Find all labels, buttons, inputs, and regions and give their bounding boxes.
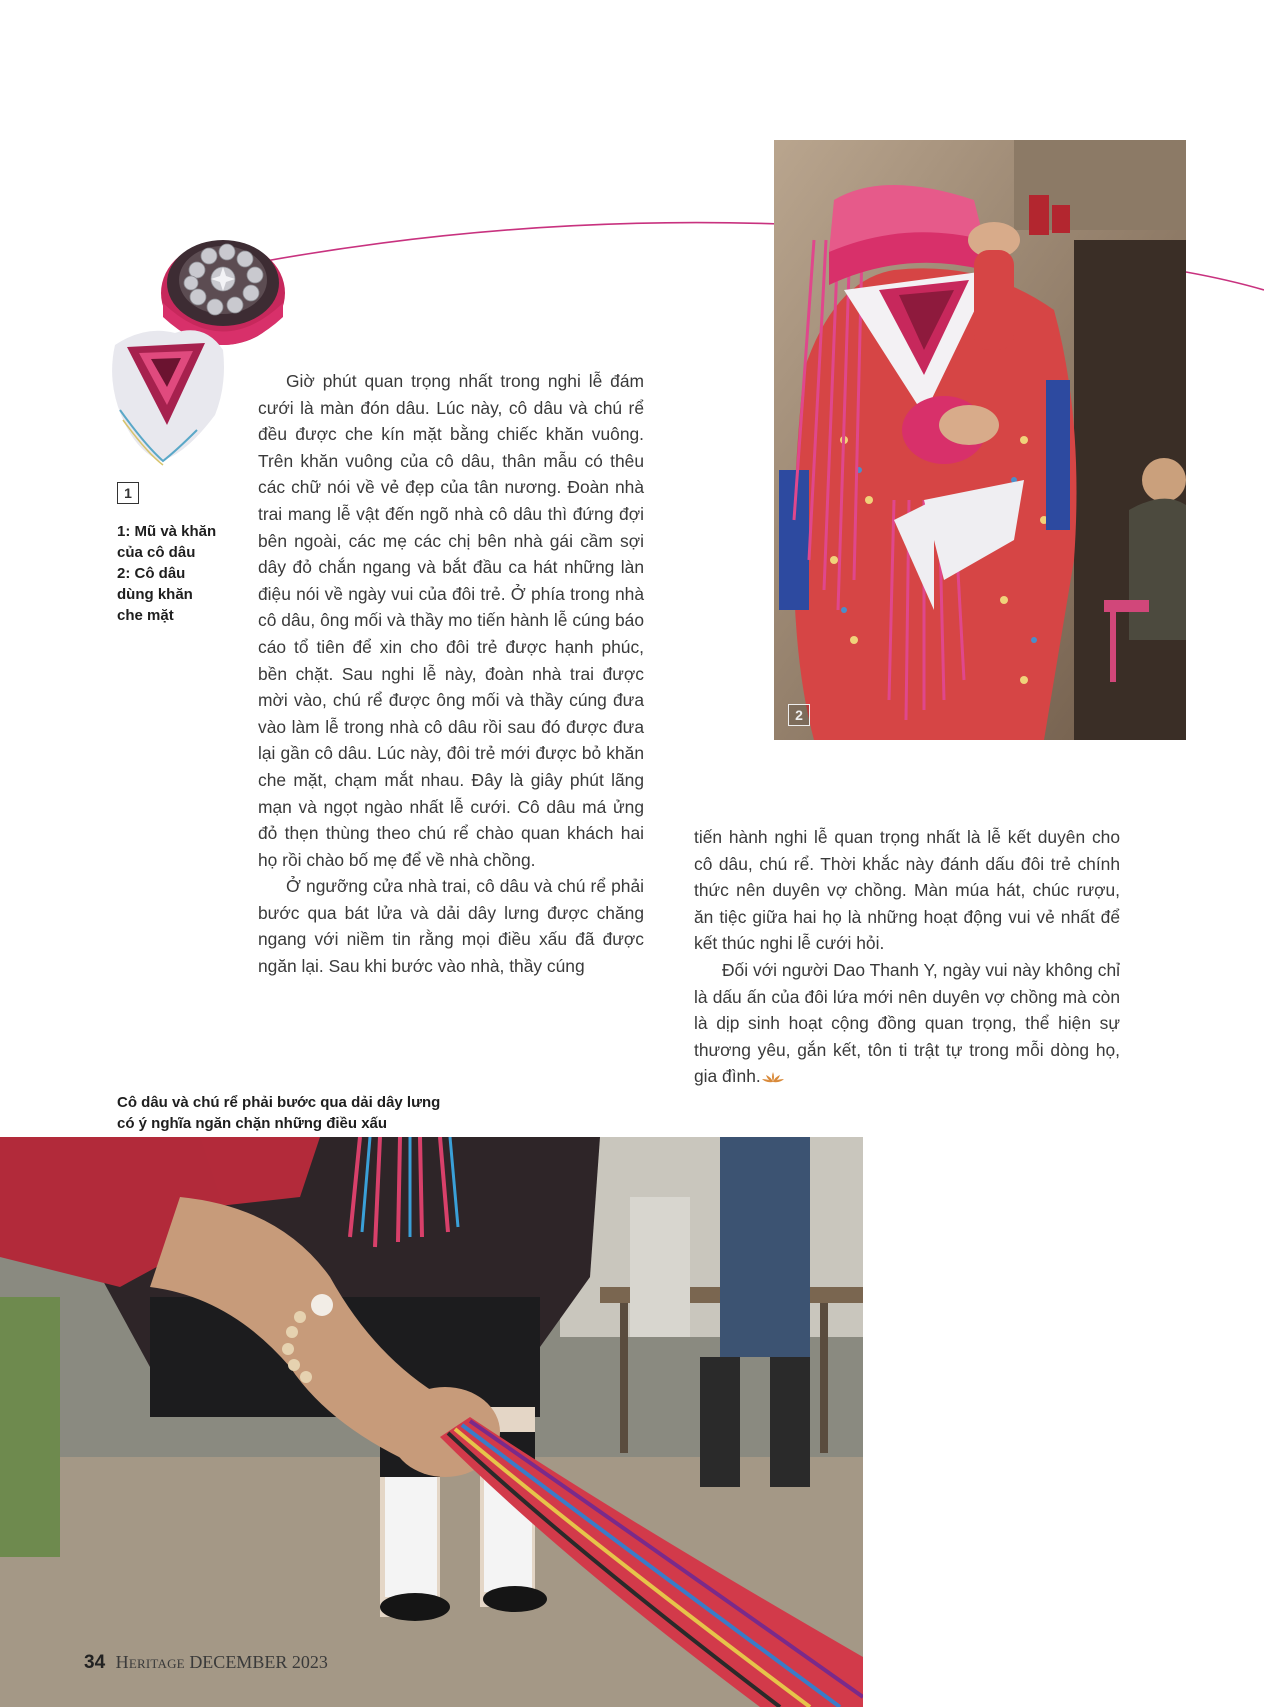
- caption-line: che mặt: [117, 607, 174, 624]
- page-number: 34: [84, 1652, 106, 1673]
- photo-number-badge: 1: [117, 482, 139, 504]
- article-paragraph: [694, 957, 1120, 1090]
- article-column-right: [694, 824, 1120, 1090]
- issue-date: DECEMBER 2023: [189, 1652, 328, 1672]
- caption-line: của cô dâu: [117, 544, 196, 561]
- caption-line: dùng khăn: [117, 586, 193, 603]
- lotus-icon: [762, 1071, 784, 1083]
- caption-line: có ý nghĩa ngăn chặn những điều xấu: [117, 1115, 388, 1132]
- page-footer: [84, 1652, 328, 1674]
- article-paragraph: Giờ phút quan trọng nhất trong nghi lễ đám cưới là màn đón dâu. Lúc này, cô dâu và chú rể đều được che kín mặt bằng chiếc khăn vuông. Trên khăn vuông của cô dâu, thân mẫu có thêu các chữ nói về vẻ đẹp của tân nương. Đoàn nhà trai mang lễ vật đến ngõ nhà cô dâu thì đứng đợi bên ngoài, các mẹ các chị bên nhà gái cầm sợi dây đỏ chắn ngang và bắt đầu ca hát những làn điệu nói về ngày vui của đôi trẻ. Ở phía trong nhà cô dâu, ông mối và thầy mo tiến hành lễ cúng báo cáo tổ tiên để xin cho đôi trẻ được hạnh phúc, bền chặt. Sau nghi lễ này, đoàn nhà trai được mời vào, chú rể được ông mối và thầy cúng đưa vào làm lễ trong nhà cô dâu rồi sau đó được đưa lại gần cô dâu. Lúc này, đôi trẻ mới được bỏ khăn che mặt, chạm mắt nhau. Đây là giây phút lãng mạn và ngọt ngào nhất lễ cưới. Cô dâu má ửng đỏ thẹn thùng theo chú rể chào quan khách hai họ rồi chào bố mẹ để về nhà chồng.: [258, 371, 644, 870]
- article-paragraph: Ở ngưỡng cửa nhà trai, cô dâu và chú rể phải bước qua bát lửa và dải dây lưng được chăng ngang với niềm tin rằng mọi điều xấu đã được ngăn lại. Sau khi bước vào nhà, thầy cúng: [258, 876, 644, 977]
- photo-number-badge: 2: [788, 704, 810, 726]
- magazine-name: Heritage: [115, 1652, 185, 1672]
- hand-holding-belt-photo: [0, 1137, 863, 1707]
- bride-covering-face-photo: [774, 140, 1186, 740]
- article-paragraph: tiến hành nghi lễ quan trọng nhất là lễ kết duyên cho cô dâu, chú rể. Thời khắc này đánh dấu đôi trẻ chính thức nên duyên vợ chồng. Màn múa hát, chúc rượu, ăn tiệc giữa hai họ là những hoạt động vui vẻ nhất để kết thúc nghi lễ cưới hỏi.: [694, 827, 1120, 954]
- photo-caption: [117, 521, 237, 626]
- bottom-photo-caption: [117, 1092, 517, 1134]
- article-paragraph-text: Đối với người Dao Thanh Y, ngày vui này không chỉ là dấu ấn của đôi lứa mới nên duyên vợ chồng mà còn là dịp sinh hoạt cộng đồng quan trọng, thể hiện sự thương yêu, gắn kết, tôn ti trật tự trong mỗi dòng họ, gia đình.: [694, 959, 1120, 1087]
- caption-line: Cô dâu và chú rể phải bước qua dải dây lưng: [117, 1094, 441, 1111]
- article-column-left: [258, 368, 644, 980]
- caption-line: 1: Mũ và khăn: [117, 523, 217, 540]
- caption-line: 2: Cô dâu: [117, 565, 186, 582]
